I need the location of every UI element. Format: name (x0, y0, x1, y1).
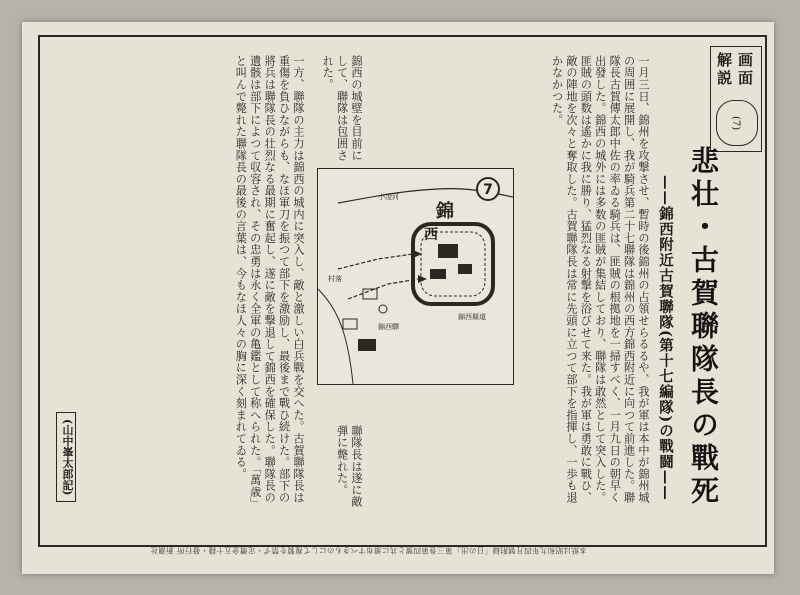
body-text-middle-bottom: 聯隊長は遂に敵弾に斃れた。 (335, 425, 363, 508)
troop-marker (343, 319, 357, 329)
building-marker (438, 244, 458, 258)
explanation-label-line1: 画面 (736, 52, 754, 88)
arrow-head (413, 250, 422, 258)
river-label: 小凌河 (378, 193, 399, 201)
attack-route (338, 254, 413, 269)
road-label: 錦西縣道 (458, 313, 486, 321)
explanation-number: (7) (716, 100, 758, 146)
map-number: 7 (483, 182, 493, 198)
author-credit: (山中峯太郎記) (56, 412, 76, 502)
troop-marker (358, 339, 376, 351)
battle-map-drawing (318, 169, 513, 384)
road-line (318, 289, 353, 384)
village-label: 村落 (328, 275, 342, 283)
arrow-head (418, 275, 427, 283)
troop-marker (363, 289, 377, 299)
battle-map (317, 168, 514, 385)
body-text-middle-top: 錦西の城壁を目前にして、聯隊は包囲された。 (321, 55, 363, 162)
building-marker (430, 269, 446, 279)
body-text-right-column: 一月三日、錦州を攻撃させ、暫時の後錦州の占領せらるるや、我が軍は本中が錦州城の周囲に展開し、我が騎兵第二十七聯隊は錦州の西方錦西附近に向つて前進した。聯隊長古賀傳太郎中佐の率ゐる騎兵は、匪賊の根拠地を一掃すべく、一月九日の朝早く出發した。錦西の城外には多数の匪賊が集結しており、聯隊は敢然として突入した。匪賊の頭数は遙かに我に勝り、猛烈なる射撃を浴びせて来た。我が軍は勇敢に戰ひ、敵の陣地を次々と奪取した。古賀聯隊長は常に先頭に立つて部下を指揮し、一歩も退かなかつた。 (550, 55, 650, 504)
city-label-2: 西 (424, 227, 438, 243)
footer-publication-note: 本紙は昭和九年四月號附録「日の出」第三巻第四號と共に頒布すべきものにして複製を禁ず・定價金五十錢・發行所 新潮社 (150, 546, 587, 555)
explanation-label-line2: 解説 (715, 52, 733, 88)
station-label: 錦西驛 (378, 323, 399, 331)
page-subtitle: ——錦西附近古賀聯隊(第十七編隊)の戰闘—— (657, 175, 674, 501)
page-title: 悲壮・古賀聯隊長の戰死 (687, 146, 720, 509)
city-label-1: 錦 (436, 201, 454, 222)
attack-route (348, 279, 418, 299)
body-text-left-column: 一方、聯隊の主力は錦西の城内に突入し、敵と激しい白兵戰を交へた。古賀聯隊長は重傷を負ひながらも、なほ軍刀を振つて部下を激励し、最後まで戰ひ続けた。部下の將兵は聯隊長の壮烈なる最期に奮起し、遂に敵を撃退して錦西を確保した。聯隊長の遺骸は部下によつて収容され、その忠勇は永く全軍の亀鑑として称へられた。「萬歳」と叫んで斃れた聯隊長の最後の言葉は、今もなほ人々の胸に深く刻まれてゐる。 (234, 55, 305, 510)
troop-marker (379, 305, 387, 313)
building-marker (458, 264, 472, 274)
